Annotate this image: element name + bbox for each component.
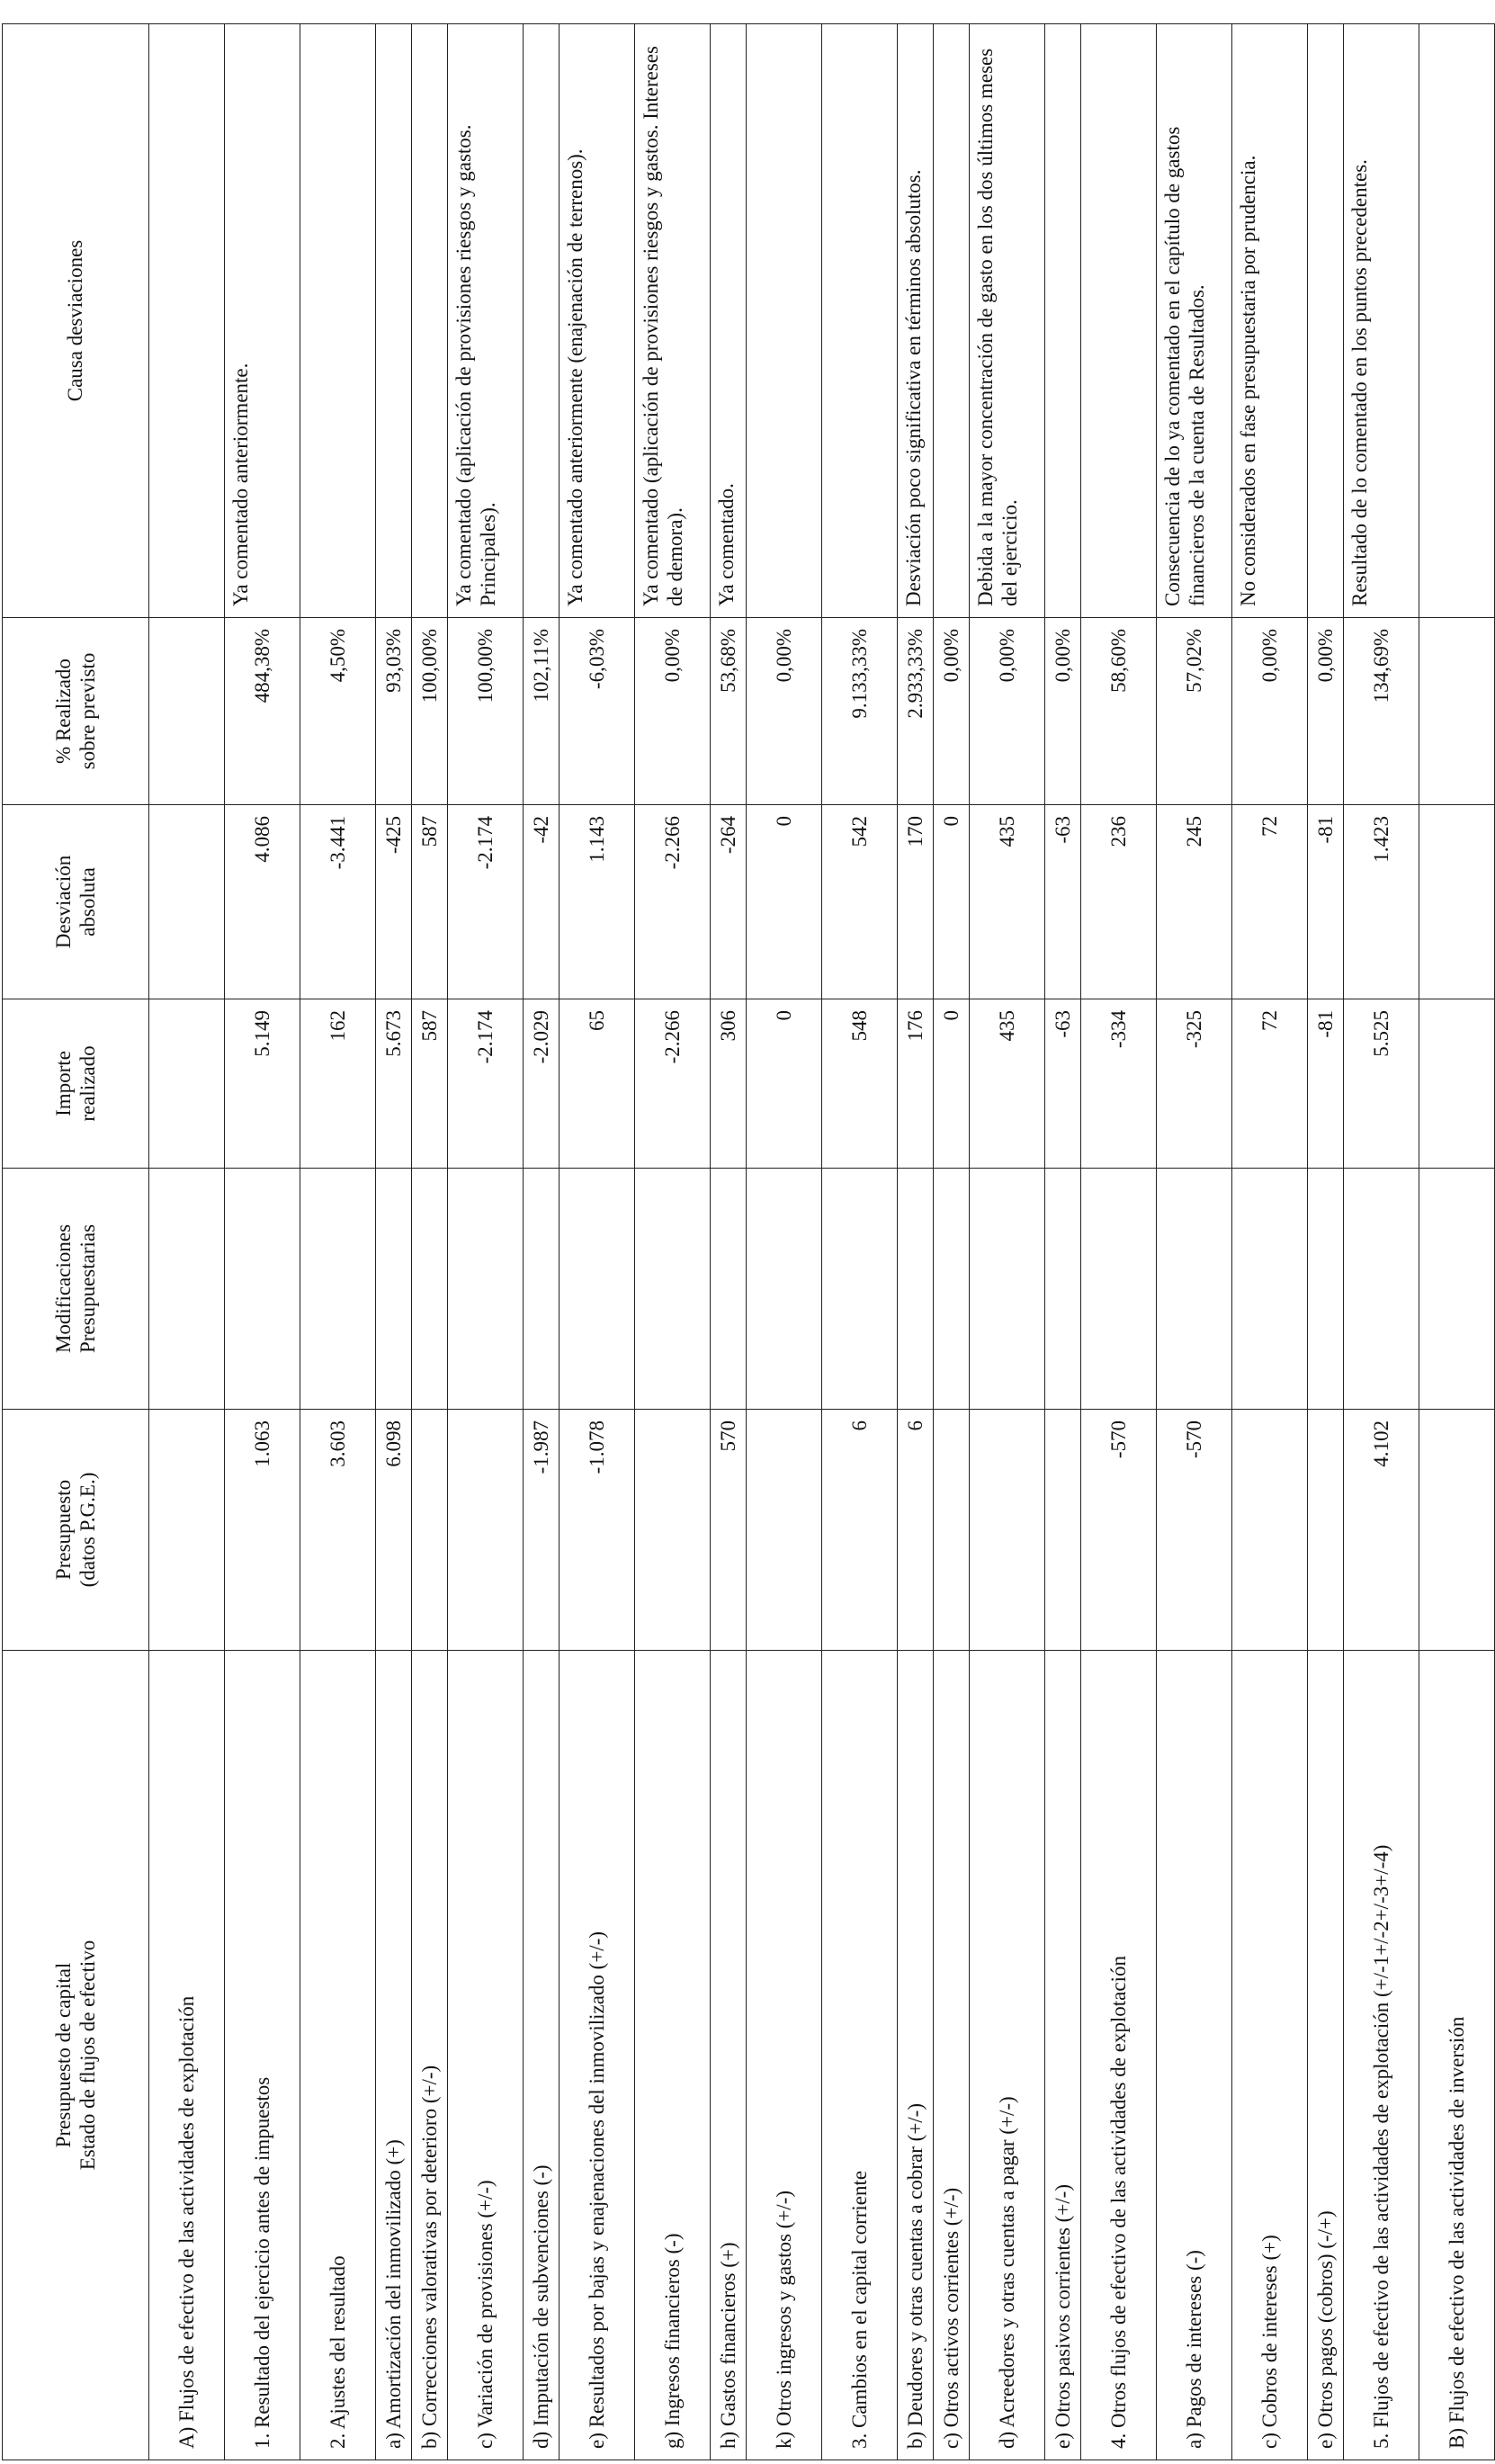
- cell-label: c) Cobros de intereses (+): [1232, 1651, 1308, 2460]
- cell-presupuesto: [149, 1410, 225, 1651]
- table-row: [747, 24, 822, 2460]
- cell-presupuesto: 570: [711, 1410, 747, 1651]
- cell-label: k) Otros ingresos y gastos (+/-): [747, 1651, 822, 2460]
- cell-label: a) Amortización del inmovilizado (+): [376, 1651, 412, 2460]
- cell-modificaciones: [300, 1169, 376, 1410]
- cell-modificaciones: [225, 1169, 300, 1410]
- cell-modificaciones: [448, 1169, 524, 1410]
- cell-modificaciones: [711, 1169, 747, 1410]
- header-modificaciones: Modificaciones Presupuestarias: [3, 1169, 149, 1410]
- cell-label: h) Gastos financieros (+): [711, 1651, 747, 2460]
- cell-causa: No considerados en fase presupuestaria por prudencia.: [1232, 24, 1308, 618]
- cell-presupuesto: [412, 1410, 448, 1651]
- cell-importe: 548: [822, 999, 898, 1169]
- cell-desviacion: 435: [970, 805, 1045, 999]
- cell-desviacion: -2.174: [448, 805, 524, 999]
- cell-causa: [934, 24, 970, 618]
- cell-causa: Consecuencia de lo ya comentado en el capítulo de gastos financieros de la cuenta de Resultados.: [1157, 24, 1232, 618]
- cell-importe: 0: [934, 999, 970, 1169]
- cell-porcentaje: 57,02%: [1157, 618, 1232, 805]
- cell-modificaciones: [1419, 1169, 1495, 1410]
- cell-importe: 306: [711, 999, 747, 1169]
- cell-modificaciones: [524, 1169, 560, 1410]
- cell-causa: [1308, 24, 1344, 618]
- cell-desviacion: -81: [1308, 805, 1344, 999]
- cell-presupuesto: [448, 1410, 524, 1651]
- table-row: [376, 24, 412, 2460]
- cell-porcentaje: 0,00%: [1045, 618, 1081, 805]
- table-row: [934, 24, 970, 2460]
- cell-label: b) Correcciones valorativas por deterioro (+/-): [412, 1651, 448, 2460]
- cell-porcentaje: 100,00%: [412, 618, 448, 805]
- table-row: [560, 24, 635, 2460]
- cell-porcentaje: 2.933,33%: [898, 618, 934, 805]
- cell-label: c) Variación de provisiones (+/-): [448, 1651, 524, 2460]
- cell-causa: Ya comentado (aplicación de provisiones riesgos y gastos. Intereses de demora).: [635, 24, 711, 618]
- cell-importe: -2.029: [524, 999, 560, 1169]
- cell-label: b) Deudores y otras cuentas a cobrar (+/-): [898, 1651, 934, 2460]
- cell-desviacion: 0: [747, 805, 822, 999]
- cell-causa: [747, 24, 822, 618]
- table-row: [1045, 24, 1081, 2460]
- cell-causa: Ya comentado anteriormente (enajenación de terrenos).: [560, 24, 635, 618]
- cell-label: c) Otros activos corrientes (+/-): [934, 1651, 970, 2460]
- cell-desviacion: [1419, 805, 1495, 999]
- cell-desviacion: -2.266: [635, 805, 711, 999]
- header-causa: Causa desviaciones: [3, 24, 149, 618]
- cell-presupuesto: [970, 1410, 1045, 1651]
- cell-desviacion: [149, 805, 225, 999]
- header-presupuesto: Presupuesto (datos P.G.E.): [3, 1410, 149, 1651]
- cell-modificaciones: [898, 1169, 934, 1410]
- cell-causa: [1081, 24, 1157, 618]
- cell-label: d) Imputación de subvenciones (-): [524, 1651, 560, 2460]
- cell-label: A) Flujos de efectivo de las actividades de explotación: [149, 1651, 225, 2460]
- cell-importe: -81: [1308, 999, 1344, 1169]
- cash-flow-budget-table: [2, 23, 1495, 2460]
- cell-label: 2. Ajustes del resultado: [300, 1651, 376, 2460]
- cell-desviacion: -3.441: [300, 805, 376, 999]
- cell-importe: 0: [747, 999, 822, 1169]
- cell-label: 1. Resultado del ejercicio antes de impuestos: [225, 1651, 300, 2460]
- table-row: [1081, 24, 1157, 2460]
- cell-label: B) Flujos de efectivo de las actividades de inversión: [1419, 1651, 1495, 2460]
- cell-desviacion: 542: [822, 805, 898, 999]
- cell-desviacion: 72: [1232, 805, 1308, 999]
- cell-importe: 5.149: [225, 999, 300, 1169]
- cell-importe: 176: [898, 999, 934, 1169]
- cell-importe: -325: [1157, 999, 1232, 1169]
- cell-label: d) Acreedores y otras cuentas a pagar (+/-): [970, 1651, 1045, 2460]
- cell-presupuesto: 4.102: [1344, 1410, 1419, 1651]
- cell-importe: -2.174: [448, 999, 524, 1169]
- cell-desviacion: 4.086: [225, 805, 300, 999]
- cell-desviacion: -425: [376, 805, 412, 999]
- table-row: [1232, 24, 1308, 2460]
- cell-presupuesto: -1.078: [560, 1410, 635, 1651]
- cell-modificaciones: [1308, 1169, 1344, 1410]
- cell-porcentaje: 0,00%: [635, 618, 711, 805]
- cell-presupuesto: 1.063: [225, 1410, 300, 1651]
- cell-porcentaje: -6,03%: [560, 618, 635, 805]
- cell-presupuesto: -570: [1157, 1410, 1232, 1651]
- cell-presupuesto: [747, 1410, 822, 1651]
- cell-desviacion: 1.423: [1344, 805, 1419, 999]
- cell-label: a) Pagos de intereses (-): [1157, 1651, 1232, 2460]
- cell-presupuesto: 6: [898, 1410, 934, 1651]
- table-row: [898, 24, 934, 2460]
- cell-porcentaje: 0,00%: [934, 618, 970, 805]
- cell-importe: 5.673: [376, 999, 412, 1169]
- cell-label: e) Otros pasivos corrientes (+/-): [1045, 1651, 1081, 2460]
- header-porcentaje: % Realizado sobre previsto: [3, 618, 149, 805]
- table-row: [822, 24, 898, 2460]
- cell-importe: -2.266: [635, 999, 711, 1169]
- cell-presupuesto: 3.603: [300, 1410, 376, 1651]
- cell-presupuesto: 6.098: [376, 1410, 412, 1651]
- cell-label: 4. Otros flujos de efectivo de las actividades de explotación: [1081, 1651, 1157, 2460]
- cell-presupuesto: -570: [1081, 1410, 1157, 1651]
- cell-porcentaje: [149, 618, 225, 805]
- table-row: [524, 24, 560, 2460]
- cell-importe: -334: [1081, 999, 1157, 1169]
- header-importe: Importe realizado: [3, 999, 149, 1169]
- cell-porcentaje: 58,60%: [1081, 618, 1157, 805]
- table-body: [149, 24, 1495, 2460]
- cell-causa: [300, 24, 376, 618]
- cell-desviacion: 236: [1081, 805, 1157, 999]
- cell-modificaciones: [560, 1169, 635, 1410]
- cell-importe: -63: [1045, 999, 1081, 1169]
- table-row: [1308, 24, 1344, 2460]
- cell-importe: [149, 999, 225, 1169]
- cell-label: 5. Flujos de efectivo de las actividades de explotación (+/-1+/-2+/-3+/-4): [1344, 1651, 1419, 2460]
- table-row: [448, 24, 524, 2460]
- cell-desviacion: 170: [898, 805, 934, 999]
- cell-presupuesto: [934, 1410, 970, 1651]
- cell-desviacion: 0: [934, 805, 970, 999]
- cell-porcentaje: [1419, 618, 1495, 805]
- cell-desviacion: -63: [1045, 805, 1081, 999]
- table-header-row: [3, 24, 149, 2460]
- cell-desviacion: -42: [524, 805, 560, 999]
- cell-causa: [822, 24, 898, 618]
- cell-modificaciones: [412, 1169, 448, 1410]
- cell-presupuesto: -1.987: [524, 1410, 560, 1651]
- table-row: [711, 24, 747, 2460]
- cell-modificaciones: [376, 1169, 412, 1410]
- cell-porcentaje: 0,00%: [1308, 618, 1344, 805]
- cell-porcentaje: 53,68%: [711, 618, 747, 805]
- cell-causa: Desviación poco significativa en términos absolutos.: [898, 24, 934, 618]
- cell-presupuesto: [1308, 1410, 1344, 1651]
- cell-porcentaje: 0,00%: [747, 618, 822, 805]
- cell-desviacion: -264: [711, 805, 747, 999]
- cell-importe: 162: [300, 999, 376, 1169]
- table-row: [970, 24, 1045, 2460]
- cell-importe: 435: [970, 999, 1045, 1169]
- table-row: [300, 24, 376, 2460]
- cell-porcentaje: 100,00%: [448, 618, 524, 805]
- header-concepto: Presupuesto de capital Estado de flujos de efectivo: [3, 1651, 149, 2460]
- cell-label: 3. Cambios en el capital corriente: [822, 1651, 898, 2460]
- cell-causa: [149, 24, 225, 618]
- cell-importe: 5.525: [1344, 999, 1419, 1169]
- cell-desviacion: 245: [1157, 805, 1232, 999]
- table-row: [1419, 24, 1495, 2460]
- cell-modificaciones: [822, 1169, 898, 1410]
- table-row: [635, 24, 711, 2460]
- cell-desviacion: 1.143: [560, 805, 635, 999]
- cell-porcentaje: 0,00%: [970, 618, 1045, 805]
- cell-importe: 587: [412, 999, 448, 1169]
- cell-importe: 72: [1232, 999, 1308, 1169]
- cell-modificaciones: [970, 1169, 1045, 1410]
- cell-presupuesto: [635, 1410, 711, 1651]
- cell-presupuesto: 6: [822, 1410, 898, 1651]
- cell-causa: [1419, 24, 1495, 618]
- cell-causa: Debida a la mayor concentración de gasto en los dos últimos meses del ejercicio.: [970, 24, 1045, 618]
- cell-presupuesto: [1045, 1410, 1081, 1651]
- header-desviacion: Desviación absoluta: [3, 805, 149, 999]
- cell-importe: 65: [560, 999, 635, 1169]
- table-row: [412, 24, 448, 2460]
- cell-modificaciones: [1081, 1169, 1157, 1410]
- cell-porcentaje: 9.133,33%: [822, 618, 898, 805]
- cell-label: e) Resultados por bajas y enajenaciones del inmovilizado (+/-): [560, 1651, 635, 2460]
- cell-presupuesto: [1232, 1410, 1308, 1651]
- table-row: [1344, 24, 1419, 2460]
- cell-porcentaje: 134,69%: [1344, 618, 1419, 805]
- cell-causa: Ya comentado (aplicación de provisiones riesgos y gastos. Principales).: [448, 24, 524, 618]
- cell-causa: [1045, 24, 1081, 618]
- cell-label: e) Otros pagos (cobros) (-/+): [1308, 1651, 1344, 2460]
- cell-causa: [524, 24, 560, 618]
- cell-modificaciones: [1045, 1169, 1081, 1410]
- cell-causa: [412, 24, 448, 618]
- table-row: [149, 24, 225, 2460]
- cell-causa: Ya comentado.: [711, 24, 747, 618]
- cell-porcentaje: 4,50%: [300, 618, 376, 805]
- cell-porcentaje: 102,11%: [524, 618, 560, 805]
- cell-modificaciones: [635, 1169, 711, 1410]
- cell-causa: [376, 24, 412, 618]
- cell-modificaciones: [1344, 1169, 1419, 1410]
- cell-porcentaje: 0,00%: [1232, 618, 1308, 805]
- cell-porcentaje: 93,03%: [376, 618, 412, 805]
- cell-modificaciones: [1232, 1169, 1308, 1410]
- cell-desviacion: 587: [412, 805, 448, 999]
- table-row: [1157, 24, 1232, 2460]
- cell-modificaciones: [149, 1169, 225, 1410]
- cell-importe: [1419, 999, 1495, 1169]
- cell-causa: Resultado de lo comentado en los puntos precedentes.: [1344, 24, 1419, 618]
- cell-porcentaje: 484,38%: [225, 618, 300, 805]
- cell-modificaciones: [747, 1169, 822, 1410]
- cell-presupuesto: [1419, 1410, 1495, 1651]
- cell-modificaciones: [934, 1169, 970, 1410]
- cell-modificaciones: [1157, 1169, 1232, 1410]
- cell-label: g) Ingresos financieros (-): [635, 1651, 711, 2460]
- cell-causa: Ya comentado anteriormente.: [225, 24, 300, 618]
- table-row: [225, 24, 300, 2460]
